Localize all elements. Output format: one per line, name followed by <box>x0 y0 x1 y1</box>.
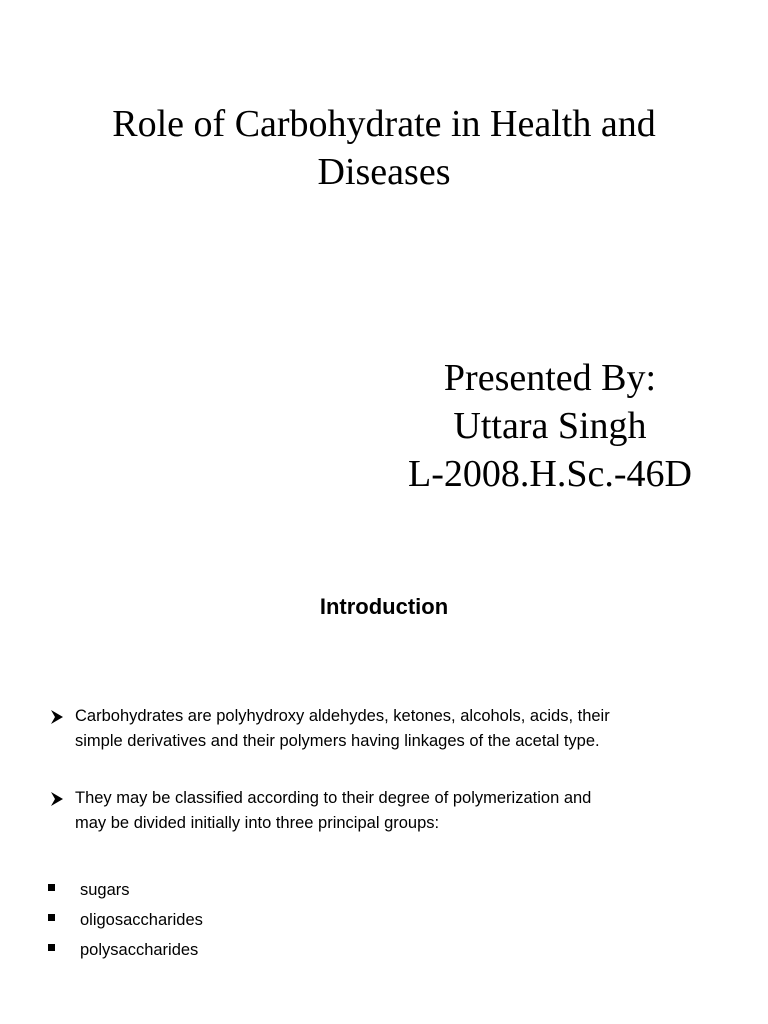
square-bullet-icon <box>48 914 55 921</box>
arrowhead-bullet-icon <box>50 792 64 806</box>
presenter-block <box>380 354 720 498</box>
point-2-line-1: They may be classified according to their degree of polymerization and <box>75 789 592 807</box>
presented-by-label: Presented By: <box>443 357 657 399</box>
list-item <box>48 875 203 905</box>
point-2-line-2: may be divided initially into three principal groups: <box>75 814 440 832</box>
point-1-line-1: Carbohydrates are polyhydroxy aldehydes, ketones, alcohols, acids, their <box>75 707 610 725</box>
arrowhead-bullet-icon <box>50 710 64 724</box>
title-line-2: Diseases <box>317 151 451 193</box>
introduction-points <box>48 704 728 868</box>
point-1-line-2: simple derivatives and their polymers having linkages of the acetal type. <box>75 732 600 750</box>
group-oligosaccharides: oligosaccharides <box>80 911 203 929</box>
document-title <box>40 100 728 196</box>
title-line-1: Role of Carbohydrate in Health and <box>112 103 656 145</box>
list-item <box>48 786 728 836</box>
introduction-heading: Introduction <box>319 594 449 619</box>
presenter-id: L-2008.H.Sc.-46D <box>408 453 692 495</box>
square-bullet-icon <box>48 884 55 891</box>
list-item <box>48 905 203 935</box>
square-bullet-icon <box>48 944 55 951</box>
group-sugars: sugars <box>80 881 130 899</box>
list-item <box>48 704 728 754</box>
presenter-name: Uttara Singh <box>453 405 647 447</box>
list-item <box>48 935 203 965</box>
carbohydrate-groups-list <box>48 875 203 965</box>
group-polysaccharides: polysaccharides <box>80 941 199 959</box>
